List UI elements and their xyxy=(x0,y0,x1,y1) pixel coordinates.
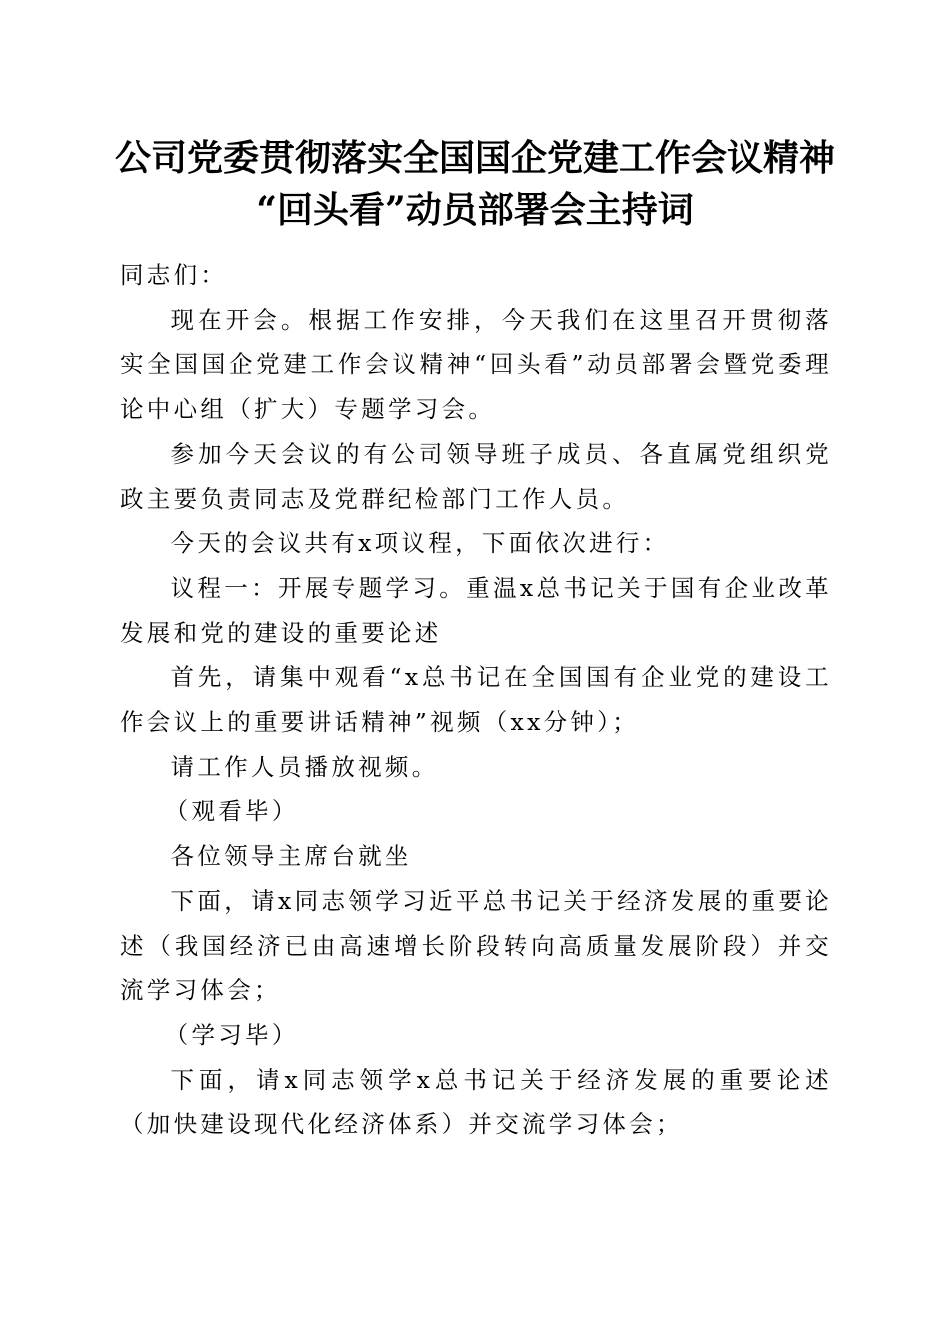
title-line-2: “回头看”动员部署会主持词 xyxy=(256,189,694,231)
document-body xyxy=(120,253,832,1147)
paragraph-agenda-item-1: 议程一：开展专题学习。重温x总书记关于国有企业改革发展和党的建设的重要论述 xyxy=(120,573,832,647)
paragraph-study-1: 下面，请x同志领学习近平总书记关于经济发展的重要论述（我国经济已由高速增长阶段转向高质量发展阶段）并交流学习体会； xyxy=(120,886,832,1005)
paragraph-study-2: 下面，请x同志领学x总书记关于经济发展的重要论述（加快建设现代化经济体系）并交流学习体会； xyxy=(120,1065,832,1139)
paragraph-play-video: 请工作人员播放视频。 xyxy=(170,752,439,781)
paragraph-studied: （学习毕） xyxy=(164,1020,299,1049)
paragraph-seating: 各位领导主席台就坐 xyxy=(170,842,412,871)
paragraph-opening: 现在开会。根据工作安排，今天我们在这里召开贯彻落实全国国企党建工作会议精神“回头看”动员部署会暨党委理论中心组（扩大）专题学习会。 xyxy=(120,305,832,424)
title-line-1: 公司党委贯彻落实全国国企党建工作会议精神 xyxy=(114,137,835,179)
paragraph-attendees: 参加今天会议的有公司领导班子成员、各直属党组织党政主要负责同志及党群纪检部门工作人员。 xyxy=(120,439,832,513)
paragraph-watched: （观看毕） xyxy=(164,797,299,826)
salutation: 同志们： xyxy=(120,261,228,289)
paragraph-agenda-intro: 今天的会议共有x项议程，下面依次进行： xyxy=(170,529,670,558)
paragraph-video: 首先，请集中观看“x总书记在全国国有企业党的建设工作会议上的重要讲话精神”视频（xx分钟）； xyxy=(120,663,832,737)
document-title xyxy=(100,132,850,236)
